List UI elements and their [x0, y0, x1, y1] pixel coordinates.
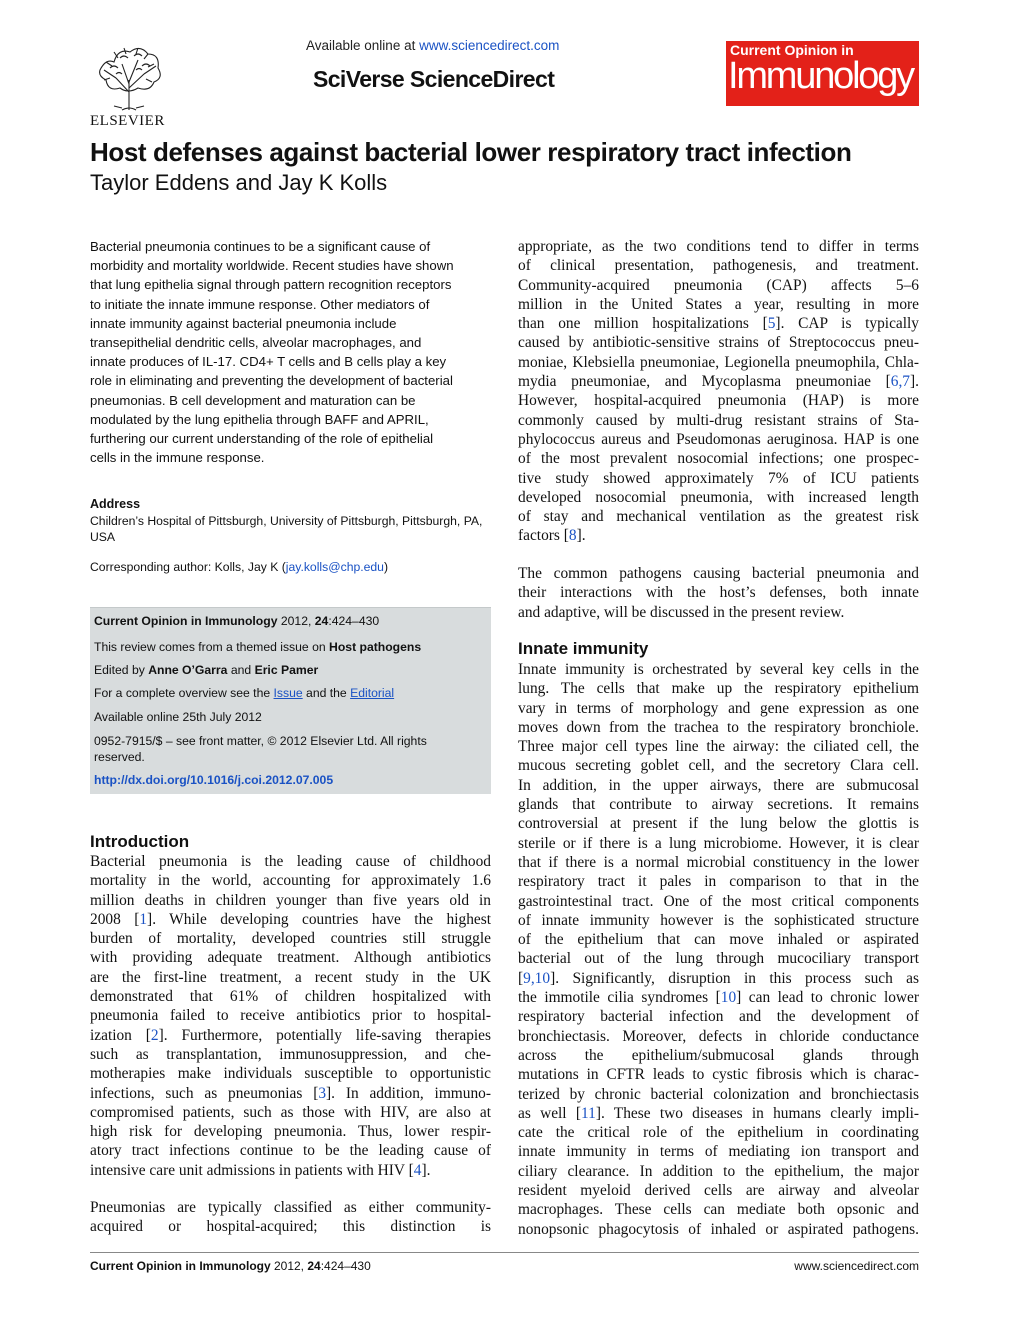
info-theme-prefix: This review comes from a themed issue on [94, 640, 330, 654]
citation-ref[interactable]: 10 [720, 989, 737, 1007]
abstract-line: Bacterial pneumonia continues to be a significant cause of [90, 239, 431, 254]
issue-link[interactable]: Issue [273, 686, 303, 700]
citation-ref[interactable]: 9,10 [523, 969, 551, 987]
right-paragraph-3 [518, 660, 919, 1239]
text-line: of stay and mechanical ventilation as the greatest risk [518, 508, 919, 526]
text-line: pneumonia failed to receive antibiotics prior to hospital- [90, 1007, 491, 1025]
text-line: demonstrated that 61% of children hospitalized with [90, 988, 491, 1006]
abstract-line: modulated by the lung epithelia through BAFF and APRIL, [90, 411, 429, 427]
text-line: In addition, in the upper airways, there are submucosal [518, 776, 919, 794]
text-line: nonopsonic phagocytosis of inhaled or aspirated pathogens. [518, 1220, 919, 1238]
abstract-line: transepithelial dendritic cells, alveolar macrophages, and [90, 335, 422, 351]
footer-pages: :424–430 [320, 1259, 371, 1273]
text-line: caused by antibiotic-sensitive strains of Streptococcus pneu- [518, 334, 919, 352]
text-line: The common pathogens causing bacterial pneumonia and [518, 565, 919, 582]
abstract-line: morbidity and mortality worldwide. Recent studies have shown [90, 258, 454, 274]
innate-immunity-heading: Innate immunity [518, 639, 649, 658]
text-line: glands that contribute to airway secretions. It remains [518, 796, 919, 814]
citation-ref[interactable]: 5 [767, 315, 776, 333]
text-line: as well [11]. These two diseases in humans clearly impli- [518, 1104, 919, 1122]
text-line: resident myeloid derived cells are airway and alveolar [518, 1182, 919, 1200]
abstract-line: that lung epithelia signal through pattern recognition receptors [90, 277, 452, 293]
publisher-name: ELSEVIER [90, 113, 165, 129]
info-theme-name: Host pathogens [329, 640, 422, 654]
text-line: acquired or hospital-acquired; this distinction is [90, 1218, 491, 1236]
email-link[interactable]: jay.kolls@chp.edu [285, 560, 384, 574]
footer-divider [90, 1252, 919, 1253]
citation-ref[interactable]: 6,7 [890, 373, 910, 391]
text-line: million in the United States a year, resulting in more [518, 295, 919, 313]
info-volume: 24 [314, 614, 329, 628]
text-line: of clinical presentation, pathogenesis, and treatment. [518, 257, 919, 275]
editorial-link[interactable]: Editorial [350, 686, 395, 700]
abstract-line: innate produces of IL-17. CD4+ T cells and B cells play a key [90, 354, 447, 370]
text-line: phylococcus aureus and Pseudomonas aeruginosa. HAP is one [518, 430, 919, 448]
info-pages: :424–430 [328, 614, 380, 628]
right-paragraph-2 [518, 564, 919, 622]
text-line: intensive care unit admissions in patients with HIV [4]. [90, 1161, 431, 1179]
text-line: gastrointestinal tract. One of the most critical components [518, 892, 919, 910]
text-line: such as transplantation, immunosuppression, and che- [90, 1045, 491, 1063]
doi-link[interactable]: http://dx.doi.org/10.1016/j.coi.2012.07.005 [94, 773, 334, 787]
text-line: terized by chronic bacterial colonization and bronchiectasis [518, 1085, 919, 1103]
info-year: 2012, [277, 614, 315, 628]
text-line: with providing adequate treatment. Although antibiotics [90, 949, 491, 967]
introduction-heading: Introduction [90, 832, 190, 851]
abstract [90, 237, 485, 467]
text-line: cate the critical role of the epithelium in coordinating [518, 1124, 919, 1142]
footer-year: 2012, [270, 1259, 308, 1273]
text-line: vary in terms of morphology and gene expression as one [518, 699, 919, 717]
text-line: Three major cell types line the airway: the ciliated cell, the [518, 738, 919, 756]
info-editors [94, 663, 318, 677]
text-line: bacterial out of the lung through mucociliary transport [518, 950, 919, 968]
address-text: Children’s Hospital of Pittsburgh, University of Pittsburgh, Pittsburgh, PA, USA [90, 514, 483, 544]
text-line: ciliary clearance. In addition to the epithelium, the major [518, 1162, 919, 1180]
text-line: factors [8]. [518, 527, 586, 545]
text-line: infections, such as pneumonias [3]. In addition, immuno- [90, 1084, 491, 1102]
text-line: Community-acquired pneumonia (CAP) affects 5–6 [518, 276, 919, 294]
journal-badge-name: Immunology [728, 55, 913, 97]
text-line: Pneumonias are typically classified as either community- [90, 1199, 491, 1216]
abstract-line: innate immunity against bacterial pneumonia include [90, 315, 397, 331]
citation-ref[interactable]: 1 [139, 910, 148, 928]
text-line: of innate immunity however is the sophisticated structure [518, 911, 919, 929]
text-line: across the epithelium/submucosal glands through [518, 1046, 919, 1064]
text-line: the immotile cilia syndromes [10] can lead to chronic lower [518, 989, 919, 1007]
citation-ref[interactable]: 3 [318, 1084, 327, 1102]
journal-badge [726, 41, 919, 106]
text-line: atory tract infections continue to be the leading cause of [90, 1142, 491, 1160]
text-line: sterile or if there is a lung microbiome. However, it is clear [518, 834, 919, 852]
article-info-box [90, 607, 491, 794]
text-line: ization [2]. Furthermore, potentially life-saving therapies [90, 1026, 491, 1044]
text-line: high risk for developing pneumonia. Thus, lower respir- [90, 1123, 491, 1141]
text-line: of the most prevalent nosocomial infections; one prospec- [518, 450, 919, 468]
footer-journal: Current Opinion in Immunology [90, 1259, 271, 1273]
text-line: mydia pneumoniae, and Mycoplasma pneumoniae [6,7]. [518, 373, 919, 391]
text-line: that if there is a normal microbial constituency in the lower [518, 853, 919, 871]
info-citation [94, 614, 379, 628]
text-line: controversial at present if the lung below the glottis is [518, 815, 919, 833]
footer-volume: 24 [307, 1259, 321, 1273]
info-and: and [227, 663, 255, 677]
elsevier-tree-icon [94, 40, 164, 112]
intro-paragraph-1 [90, 852, 491, 1180]
text-line: motherapies make individuals susceptible to opportunistic [90, 1065, 491, 1083]
footer-url[interactable]: www.sciencedirect.com [794, 1259, 919, 1273]
platform-name: SciVerse ScienceDirect [313, 66, 555, 92]
text-line: than one million hospitalizations [5]. CAP is typically [518, 315, 919, 333]
abstract-line: role in eliminating and preventing the development of bacterial [90, 373, 453, 389]
text-line: lung. The cells that make up the respiratory epithelium [518, 680, 919, 698]
info-theme [94, 640, 421, 654]
text-line: respiratory tract it pales in comparison to that in the [518, 873, 919, 891]
corresponding-author [90, 560, 388, 574]
sciencedirect-link[interactable]: www.sciencedirect.com [419, 38, 560, 53]
text-line: mucous secreting goblet cell, and the secretory Clara cell. [518, 757, 919, 775]
info-overview [94, 686, 394, 700]
text-line: However, hospital-acquired pneumonia (HAP) is more [518, 392, 919, 410]
citation-ref[interactable]: 4 [413, 1161, 422, 1179]
text-line: mutations in CFTR leads to cystic fibrosis which is charac- [518, 1066, 919, 1084]
text-line: commonly caused by multi-drug resistant strains of Sta- [518, 411, 919, 429]
info-copyright-1: 0952-7915/$ – see front matter, © 2012 Elsevier Ltd. All rights [94, 734, 427, 748]
info-overview-prefix: For a complete overview see the [94, 686, 274, 700]
abstract-line: to initiate the innate immune response. Other mediators of [90, 296, 430, 312]
address-heading: Address [90, 497, 141, 511]
info-edited-prefix: Edited by [94, 663, 149, 677]
info-available: Available online 25th July 2012 [94, 710, 262, 724]
elsevier-logo [90, 40, 168, 128]
journal-badge-top: Current Opinion in [730, 42, 854, 58]
footer-citation [90, 1259, 371, 1273]
text-line: tive study showed approximately 7% of ICU patients [518, 469, 919, 487]
text-line: developed nosocomial pneumonia, with increased length [518, 488, 919, 506]
intro-paragraph-2 [90, 1198, 491, 1237]
text-line: of the epithelium that can move inhaled or aspirated [518, 931, 919, 949]
citation-ref[interactable]: 2 [150, 1026, 159, 1044]
available-online [306, 38, 559, 53]
text-line: moniae, Klebsiella pneumoniae, Legionella pneumophila, Chla- [518, 353, 919, 371]
info-editor-1: Anne O’Garra [148, 663, 228, 677]
text-line: compromised patients, such as those with HIV, are also at [90, 1103, 491, 1121]
article-title: Host defenses against bacterial lower respiratory tract infection [90, 137, 852, 167]
text-line: macrophages. These cells can mediate both opsonic and [518, 1201, 919, 1219]
article-authors: Taylor Eddens and Jay K Kolls [90, 170, 388, 195]
text-line: and adaptive, will be discussed in the present review. [518, 603, 845, 621]
text-line: bronchiectasis. Moreover, defects in chloride conductance [518, 1027, 919, 1045]
abstract-line: furthering our current understanding of the role of epithelial [90, 431, 434, 447]
citation-ref[interactable]: 8 [568, 527, 577, 545]
text-line: 2008 [1]. While developing countries have the highest [90, 910, 491, 928]
text-line: moves down from the trachea to the respiratory bronchiole. [518, 718, 919, 736]
abstract-line: pneumonias. B cell development and maturation can be [90, 392, 416, 408]
text-line: Innate immunity is orchestrated by several key cells in the [518, 661, 919, 678]
info-and-the: and the [302, 686, 351, 700]
abstract-line: cells in the immune response. [90, 450, 265, 466]
available-prefix: Available online at [306, 38, 420, 53]
text-line: respiratory bacterial infection and the development of [518, 1008, 919, 1026]
text-line: are the first-line treatment, a recent study in the UK [90, 968, 491, 986]
text-line: burden of mortality, developed countries still struggle [90, 930, 491, 948]
text-line: their interactions with the host’s defenses, both innate [518, 584, 919, 602]
text-line: appropriate, as the two conditions tend to differ in terms [518, 238, 919, 255]
corresp-suffix: ) [383, 560, 389, 574]
corresp-prefix: Corresponding author: Kolls, Jay K ( [90, 560, 286, 574]
info-copyright-2: reserved. [94, 750, 145, 764]
text-line: innate immunity in terms of mediating ion transport and [518, 1143, 919, 1161]
info-editor-2: Eric Pamer [254, 663, 319, 677]
citation-ref[interactable]: 11 [581, 1104, 596, 1122]
text-line: million deaths in children younger than five years old in [90, 891, 491, 909]
right-paragraph-1 [518, 237, 919, 546]
text-line: [9,10]. Significantly, disruption in this process such as [518, 969, 919, 987]
text-line: mortality in the world, accounting for approximately 1.6 [90, 872, 491, 890]
info-journal: Current Opinion in Immunology [94, 614, 278, 628]
text-line: Bacterial pneumonia is the leading cause of childhood [90, 853, 491, 870]
